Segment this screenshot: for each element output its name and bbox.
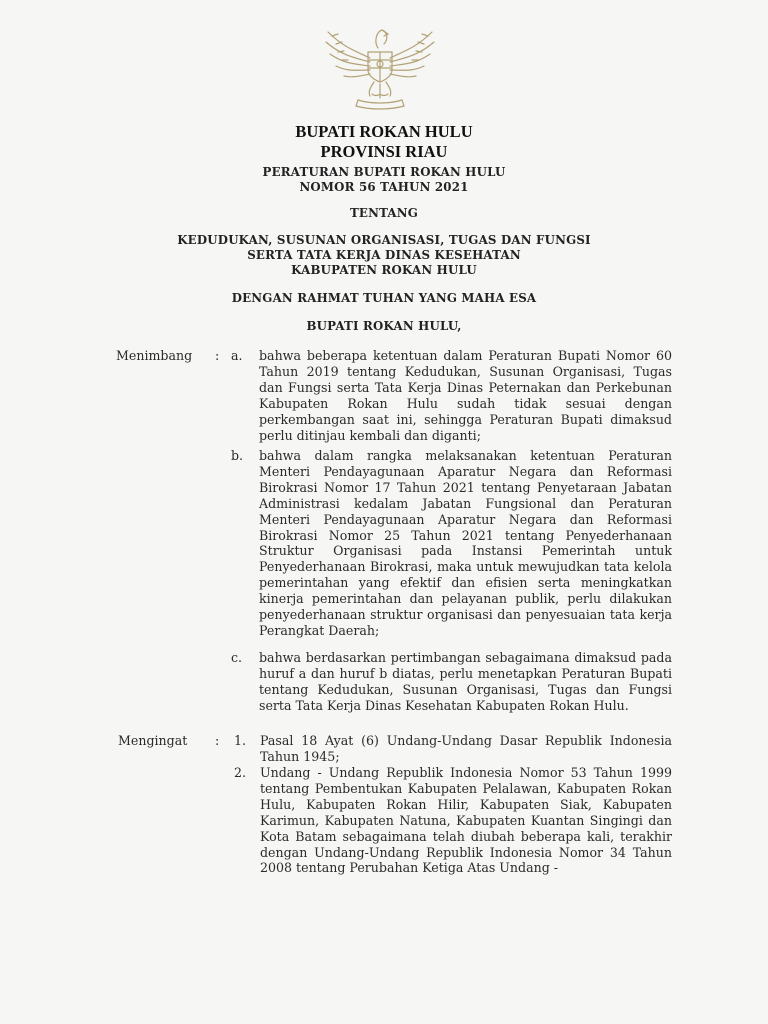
- menimbang-item-c: bahwa berdasarkan pertimbangan sebagaimana dimaksud pada huruf a dan huruf b diatas, perlu menetapkan Peraturan Bupati tentang Kedudukan, Susunan Organisasi, Tugas dan Fungsi serta Tata Kerja Dinas Kesehatan Kabupaten Rokan Hulu.: [259, 650, 672, 713]
- menimbang-item-a: bahwa beberapa ketentuan dalam Peraturan Bupati Nomor 60 Tahun 2019 tentang Kedudukan, Susunan Organisasi, Tugas dan Fungsi serta Tata Kerja Dinas Peternakan dan Perkebunan Kabupaten Rokan Hulu sudah tidak sesuai dengan perkembangan saat ini, sehingga Peraturan Bupati dimaksud perlu ditinjau kembali dan diganti;: [259, 348, 672, 443]
- menimbang-mark-b: b.: [231, 448, 244, 463]
- subject-line-2: SERTA TATA KERJA DINAS KESEHATAN: [247, 248, 521, 262]
- subject-line-1: KEDUDUKAN, SUSUNAN ORGANISASI, TUGAS DAN FUNGSI: [177, 233, 591, 247]
- tentang-heading: TENTANG: [349, 206, 419, 220]
- bupati-heading: BUPATI ROKAN HULU,: [306, 319, 462, 333]
- menimbang-label: Menimbang: [116, 348, 193, 363]
- regulation-number: NOMOR 56 TAHUN 2021: [299, 180, 469, 194]
- menimbang-mark-a: a.: [231, 348, 243, 363]
- garuda-emblem-icon: [318, 18, 442, 110]
- mengingat-label: Mengingat: [118, 733, 188, 748]
- subject-line-3: KABUPATEN ROKAN HULU: [291, 263, 477, 277]
- mengingat-item-2: Undang - Undang Republik Indonesia Nomor 53 Tahun 1999 tentang Pembentukan Kabupaten Pelalawan, Kabupaten Rokan Hulu, Kabupaten Rokan Hilir, Kabupaten Siak, Kabupaten Karimun, Kabupaten Natuna, Kabupaten Kuantan Singingi dan Kota Batam sebagaimana telah diubah beberapa kali, terakhir dengan Undang-Undang Republik Indonesia Nomor 34 Tahun 2008 tentang Perubahan Ketiga Atas Undang -: [260, 765, 672, 876]
- regulation-title: PERATURAN BUPATI ROKAN HULU: [262, 165, 506, 179]
- mengingat-item-1: Pasal 18 Ayat (6) Undang-Undang Dasar Republik Indonesia Tahun 1945;: [260, 733, 672, 764]
- header-province: PROVINSI RIAU: [320, 142, 448, 161]
- menimbang-item-b: bahwa dalam rangka melaksanakan ketentuan Peraturan Menteri Pendayagunaan Aparatur Negara dan Reformasi Birokrasi Nomor 17 Tahun 2021 tentang Penyetaraan Jabatan Administrasi kedalam Jabatan Fungsional dan Peraturan Menteri Pendayagunaan Aparatur Negara dan Reformasi Birokrasi Nomor 25 Tahun 2021 tentang Penyederhanaan Struktur Organisasi pada Instansi Pemerintah untuk Penyederhanaan Birokrasi, maka untuk mewujudkan tata kelola pemerintahan yang efektif dan efisien serta meningkatkan kinerja pemerintahan dan pelayanan publik, perlu dilakukan penyederhanaan struktur organisasi dan penyesuaian tata kerja Perangkat Daerah;: [259, 448, 672, 638]
- mengingat-mark-1: 1.: [234, 733, 247, 748]
- menimbang-mark-c: c.: [231, 650, 243, 665]
- mengingat-colon: :: [215, 733, 220, 748]
- header-title: BUPATI ROKAN HULU: [295, 122, 473, 141]
- menimbang-colon: :: [215, 348, 220, 363]
- invocation: DENGAN RAHMAT TUHAN YANG MAHA ESA: [231, 291, 537, 305]
- mengingat-mark-2: 2.: [234, 765, 247, 780]
